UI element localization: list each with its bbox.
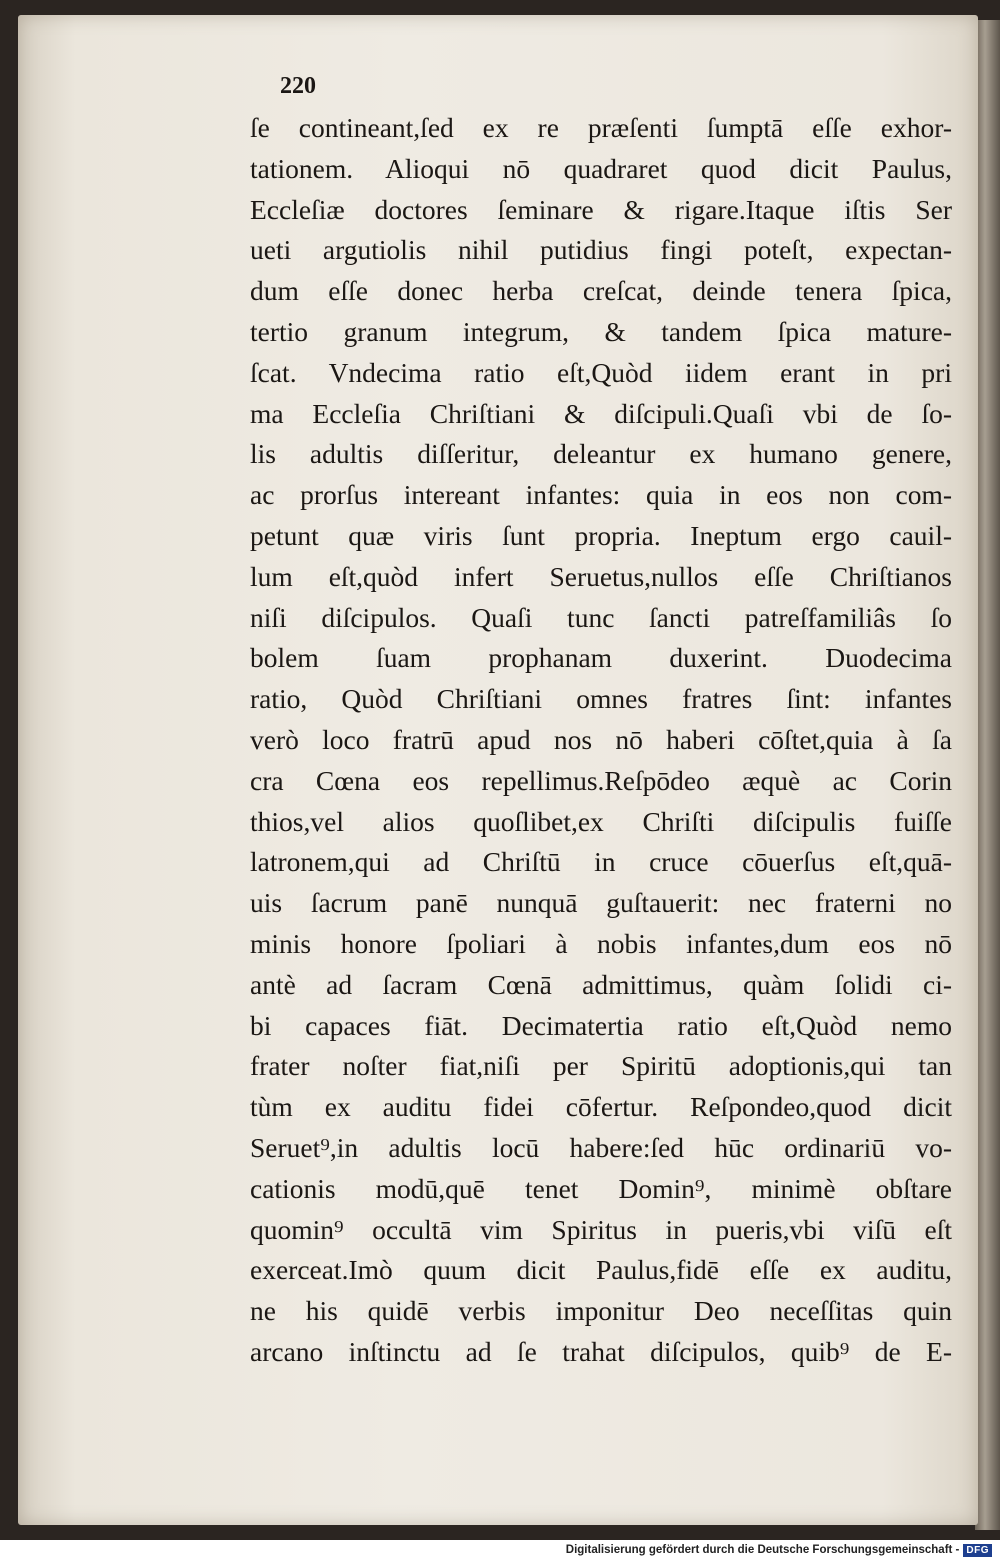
dfg-logo: DFG: [963, 1544, 992, 1557]
page-number: 220: [280, 73, 316, 99]
digitization-credit: [566, 1541, 992, 1559]
text-line: antè ad ſacram Cœnā admittimus, quàm ſolidi ci-: [250, 968, 952, 1000]
text-line: ne his quidē verbis imponitur Deo neceſſitas quin: [250, 1295, 952, 1327]
text-line: niſi diſcipulos. Quaſi tunc ſancti patreſfamiliâs ſo: [250, 601, 952, 633]
text-line: tùm ex auditu fidei cōfertur. Reſpondeo,quod dicit: [250, 1091, 952, 1123]
text-line: Eccleſiæ doctores ſeminare & rigare.Itaque iſtis Ser: [250, 193, 952, 225]
text-line: ac prorſus intereant infantes: quia in eos non com-: [250, 479, 952, 511]
text-line: bolem ſuam prophanam duxerint. Duodecima: [250, 642, 952, 674]
text-line: exerceat.Imò quum dicit Paulus,fidē eſſe ex auditu,: [250, 1254, 952, 1286]
text-line: arcano inſtinctu ad ſe trahat diſcipulos, quib⁹ de E-: [250, 1335, 952, 1367]
text-line: tationem. Alioqui nō quadraret quod dicit Paulus,: [250, 152, 952, 184]
text-line: lis adultis diſſeritur, deleantur ex humano genere,: [250, 438, 952, 470]
text-line: uis ſacrum panē nunquā guſtauerit: nec fraterni no: [250, 887, 952, 919]
credit-text: Digitalisierung gefördert durch die Deutsche Forschungsgemeinschaft -: [565, 1544, 960, 1556]
text-line: latronem,qui ad Chriſtū in cruce cōuerſus eſt,quā-: [250, 846, 952, 878]
text-line: dum eſſe donec herba creſcat, deinde tenera ſpica,: [250, 275, 952, 307]
text-line: ſe contineant,ſed ex re præſenti ſumptā eſſe exhor-: [250, 112, 952, 143]
body-text: [250, 108, 952, 1373]
text-line: ueti argutiolis nihil putidius fingi poteſt, expectan-: [250, 234, 952, 266]
text-line: thios,vel alios quoſlibet,ex Chriſti diſcipulis fuiſſe: [250, 805, 952, 837]
text-line: tertio granum integrum, & tandem ſpica mature-: [250, 315, 952, 347]
text-line: ma Eccleſia Chriſtiani & diſcipuli.Quaſi vbi de ſo-: [250, 397, 952, 429]
text-line: ſcat. Vndecima ratio eſt,Quòd iidem erant in pri: [250, 356, 952, 388]
text-line: minis honore ſpoliari à nobis infantes,dum eos nō: [250, 927, 952, 959]
text-line: frater noſter fiat,niſi per Spiritū adoptionis,qui tan: [250, 1050, 952, 1082]
text-line: Seruet⁹,in adultis locū habere:ſed hūc ordinariū vo-: [250, 1131, 952, 1163]
text-line: cra Cœna eos repellimus.Reſpōdeo æquè ac Corin: [250, 764, 952, 796]
book-edge: [975, 20, 1000, 1530]
text-line: bi capaces fiāt. Decimatertia ratio eſt,Quòd nemo: [250, 1009, 952, 1041]
text-line: ratio, Quòd Chriſtiani omnes fratres ſint: infantes: [250, 683, 952, 715]
text-line: verò loco fratrū apud nos nō haberi cōſtet,quia à ſa: [250, 723, 952, 755]
text-line: quomin⁹ occultā vim Spiritus in pueris,vbi viſū eſt: [250, 1213, 952, 1245]
text-line: cationis modū,quē tenet Domin⁹, minimè obſtare: [250, 1172, 952, 1204]
text-line: petunt quæ viris ſunt propria. Ineptum ergo cauil-: [250, 519, 952, 551]
text-line: lum eſt,quòd infert Seruetus,nullos eſſe Chriſtianos: [250, 560, 952, 592]
